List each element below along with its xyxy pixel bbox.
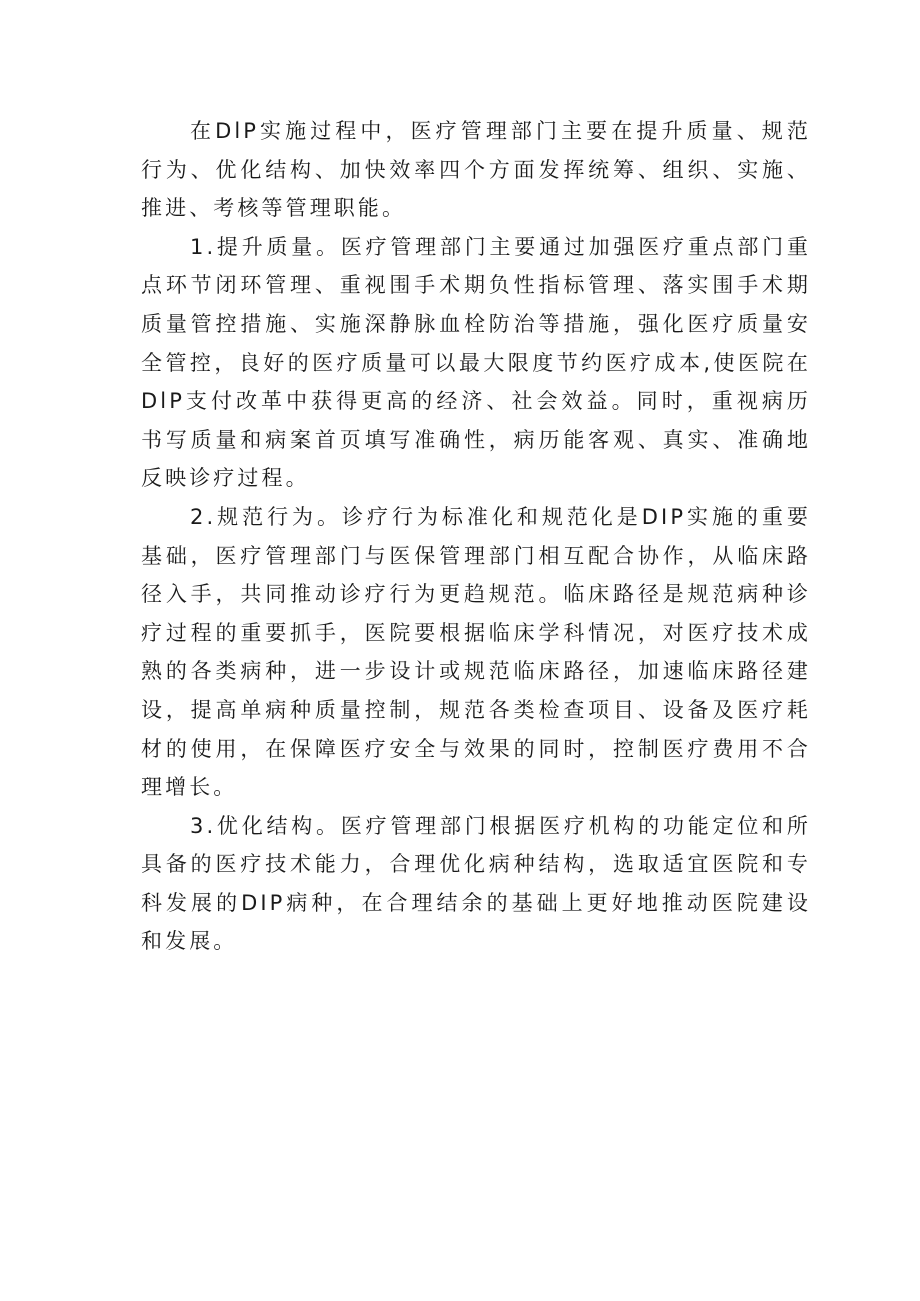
behavior-paragraph: 2.规范行为。诊疗行为标准化和规范化是DIP实施的重要基础，医疗管理部门与医保管理部门相互配合协作，从临床路径入手，共同推动诊疗行为更趋规范。临床路径是规范病种诊疗过程的重要抓手，医院要根据临床学科情况，对医疗技术成熟的各类病种，进一步设计或规范临床路径，加速临床路径建设，提高单病种质量控制，规范各类检查项目、设备及医疗耗材的使用，在保障医疗安全与效果的同时，控制医疗费用不合理增长。 (141, 504, 811, 800)
intro-paragraph: 在DlP实施过程中，医疗管理部门主要在提升质量、规范行为、优化结构、加快效率四个方面发挥统筹、组织、实施、推进、考核等管理职能。 (141, 119, 811, 221)
document-body (141, 112, 811, 961)
structure-paragraph: 3.优化结构。医疗管理部门根据医疗机构的功能定位和所具备的医疗技术能力，合理优化病种结构，选取适宜医院和专科发展的DIP病种，在合理结余的基础上更好地推动医院建设和发展。 (141, 813, 811, 954)
quality-paragraph: 1.提升质量。医疗管理部门主要通过加强医疗重点部门重点环节闭环管理、重视围手术期负性指标管理、落实围手术期质量管控措施、实施深静脉血栓防治等措施，强化医疗质量安全管控，良好的医疗质量可以最大限度节约医疗成本,使医院在DlP支付改革中获得更高的经济、社会效益。同时，重视病历书写质量和病案首页填写准确性，病历能客观、真实、准确地反映诊疗过程。 (141, 234, 811, 491)
